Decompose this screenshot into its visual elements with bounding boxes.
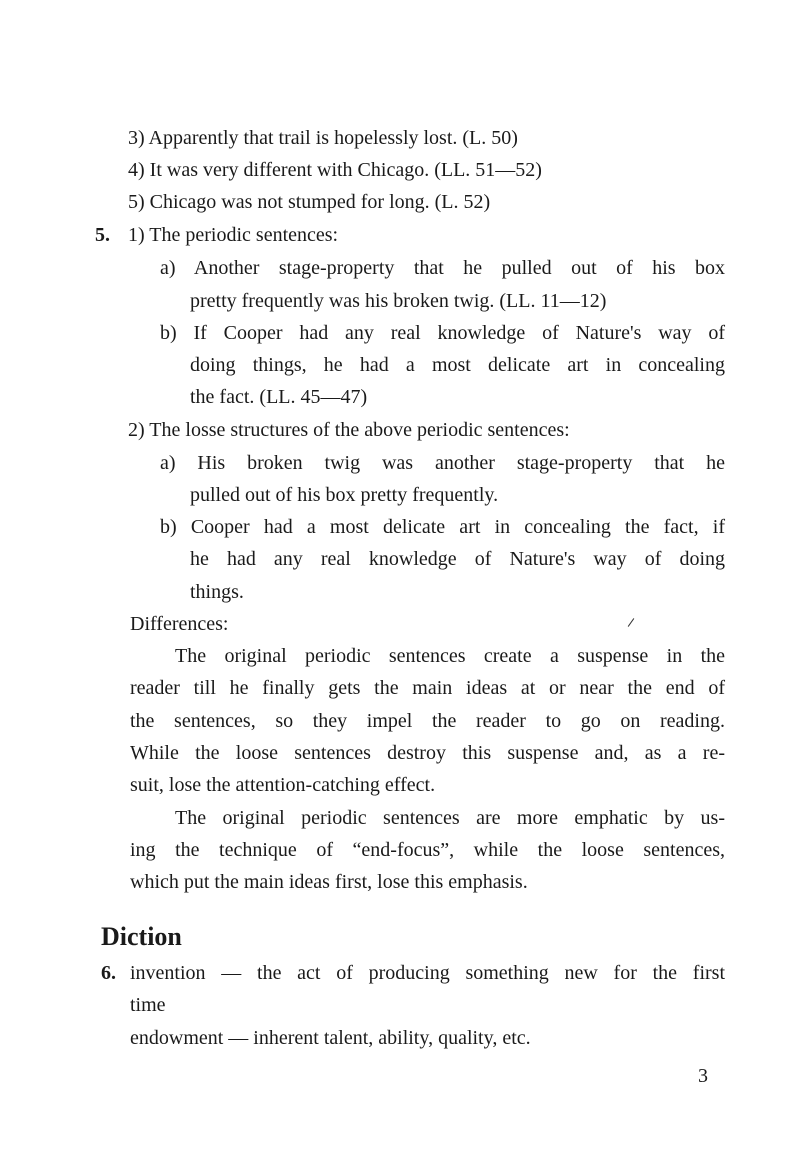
text-line: While the loose sentences destroy this suspense and, as a re- <box>130 742 725 764</box>
text-line: he had any real knowledge of Nature's way of doing <box>190 548 725 570</box>
text-line: 1) The periodic sentences: <box>128 224 339 246</box>
text-line: reader till he finally gets the main ideas at or near the end of <box>130 677 725 699</box>
text-line: Differences: <box>130 613 229 635</box>
text-line: b) If Cooper had any real knowledge of Nature's way of <box>160 322 725 344</box>
text-line: which put the main ideas first, lose this emphasis. <box>130 871 528 893</box>
exercise-number: 6. <box>101 962 116 984</box>
text-line: 5) Chicago was not stumped for long. (L. 52) <box>128 191 491 213</box>
text-line: pretty frequently was his broken twig. (LL. 11—12) <box>190 290 607 312</box>
text-line: 3) Apparently that trail is hopelessly lost. (L. 50) <box>128 127 518 149</box>
text-line: b) Cooper had a most delicate art in concealing the fact, if <box>160 516 725 538</box>
text-line: time <box>130 994 166 1016</box>
exercise-number: 5. <box>95 224 110 246</box>
text-line: the sentences, so they impel the reader to go on reading. <box>130 710 725 732</box>
text-line: 2) The losse structures of the above periodic sentences: <box>128 419 570 441</box>
pen-mark <box>628 618 635 627</box>
text-line: pulled out of his box pretty frequently. <box>190 484 499 506</box>
text-line: ing the technique of “end-focus”, while the loose sentences, <box>130 839 725 861</box>
section-heading: Diction <box>101 922 182 951</box>
page-number: 3 <box>698 1065 708 1087</box>
text-line: endowment — inherent talent, ability, quality, etc. <box>130 1027 531 1049</box>
text-line: a) His broken twig was another stage-property that he <box>160 452 725 474</box>
text-line: a) Another stage-property that he pulled out of his box <box>160 257 725 279</box>
text-line: the fact. (LL. 45—47) <box>190 386 368 408</box>
text-line: 4) It was very different with Chicago. (LL. 51—52) <box>128 159 542 181</box>
text-line: doing things, he had a most delicate art in concealing <box>190 354 725 376</box>
text-line: The original periodic sentences are more emphatic by us- <box>175 807 725 829</box>
text-line: The original periodic sentences create a suspense in the <box>175 645 725 667</box>
text-line: suit, lose the attention-catching effect. <box>130 774 436 796</box>
text-line: invention — the act of producing something new for the first <box>130 962 725 984</box>
text-line: things. <box>190 581 244 603</box>
